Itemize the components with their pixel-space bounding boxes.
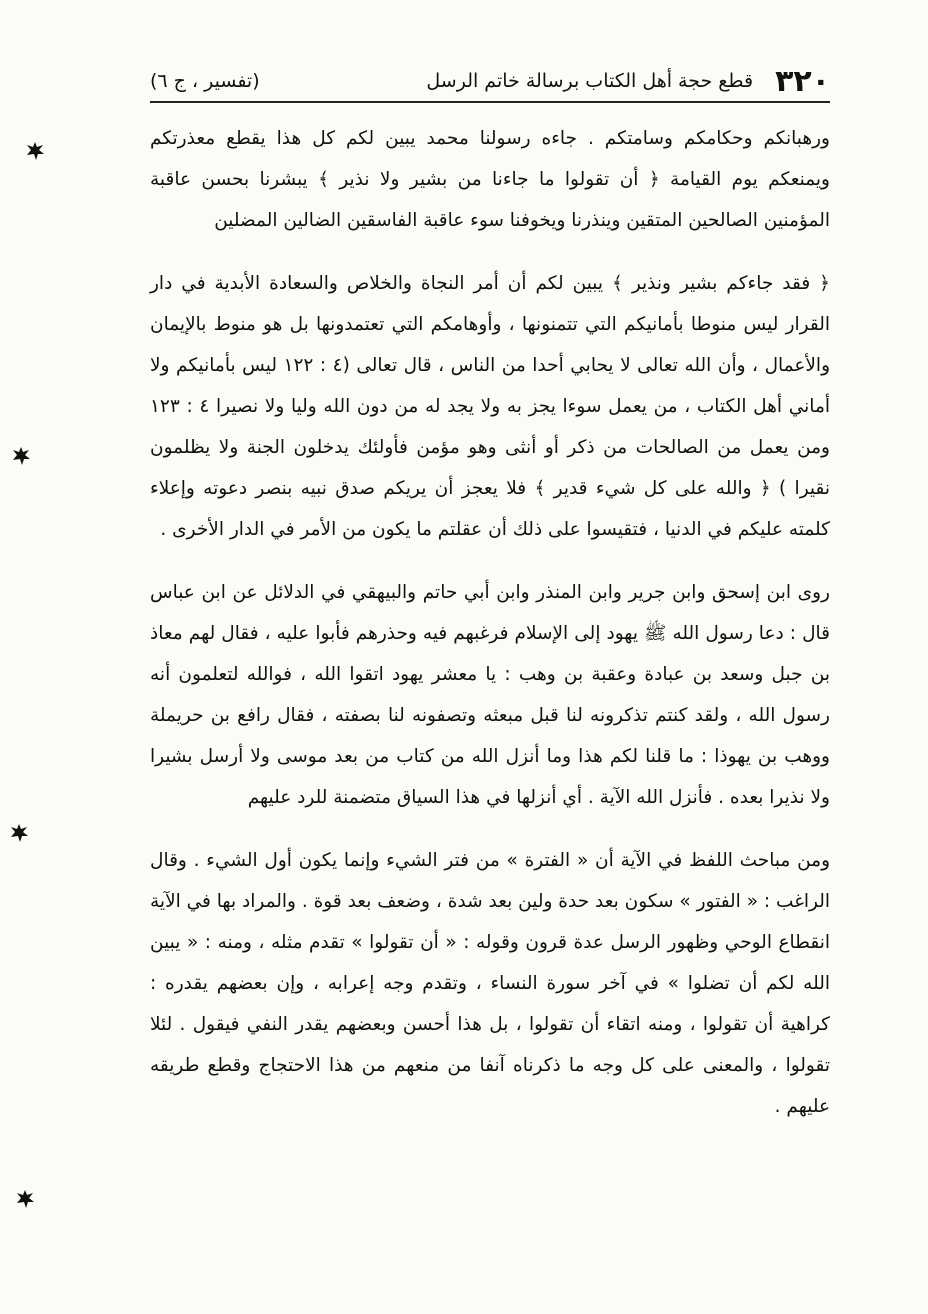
page-number: ٣٢٠: [775, 63, 830, 99]
main-text: [150, 118, 830, 1127]
ink-blot-icon: [24, 140, 46, 162]
paragraph: روى ابن إسحق وابن جرير وابن المنذر وابن أبي حاتم والبيهقي في الدلائل عن ابن عباس قال : دعا رسول الله ﷺ يهود إلى الإسلام فرغبهم فيه وحذرهم فأبوا عليه ، فقال لهم معاذ بن جبل وسعد بن عبادة وعقبة بن وهب : يا معشر يهود اتقوا الله ، فوالله لتعلمون أنه رسول الله ، ولقد كنتم تذكرونه لنا قبل مبعثه وتصفونه لنا بصفته ، فقال رافع بن حريملة ووهب بن يهوذا : ما قلنا لكم هذا وما أنزل الله من كتاب من بعد موسى ولا أرسل بشيرا ولا نذيرا بعده . فأنزل الله الآية . أي أنزلها في هذا السياق متضمنة للرد عليهم: [150, 582, 830, 808]
running-header: [150, 62, 830, 100]
ink-blot-icon: [14, 1188, 36, 1210]
ink-blot-icon: [8, 822, 30, 844]
paragraph: ورهبانكم وحكامكم وسامتكم . جاءه رسولنا محمد يبين لكم كل هذا يقطع معذرتكم ويمنعكم يوم القيامة ﴿ أن تقولوا ما جاءنا من بشير ولا نذير ﴾ يبشرنا بحسن عاقبة المؤمنين الصالحين المتقين وينذرنا ويخوفنا سوء عاقبة الفاسقين الضالين المضلين: [150, 128, 830, 231]
paragraph: ومن مباحث اللفظ في الآية أن « الفترة » من فتر الشيء وإنما يكون أول الشيء . وقال الراغب : « الفتور » سكون بعد حدة ولين بعد شدة ، وضعف بعد قوة . والمراد بها في الآية انقطاع الوحي وظهور الرسل عدة قرون وقوله : « أن تقولوا » تقدم مثله ، ومنه : « يبين الله لكم أن تضلوا » في آخر سورة النساء ، وتقدم وجه إعرابه ، وإن بعضهم يقدره : كراهية أن تقولوا ، ومنه اتقاء أن تقولوا ، بل هذا أحسن وبعضهم يقدر النفي فيقول . لئلا تقولوا ، والمعنى على كل وجه ما ذكرناه آنفا من منعهم من هذا الاحتجاج وقطع طريقه عليهم .: [150, 850, 830, 1117]
header-rule: [150, 101, 830, 103]
paragraph: ﴿ فقد جاءكم بشير ونذير ﴾ يبين لكم أن أمر النجاة والخلاص والسعادة الأبدية في دار القرار ليس منوطا بأمانيكم التي تتمنونها ، وأوهامكم التي تعتمدونها بل هو منوط بالإيمان والأعمال ، وأن الله تعالى لا يحابي أحدا من الناس ، قال تعالى (٤ : ١٢٢ ليس بأمانيكم ولا أماني أهل الكتاب ، من يعمل سوءا يجز به ولا يجد له من دون الله وليا ولا نصيرا ٤ : ١٢٣ ومن يعمل من الصالحات من ذكر أو أنثى وهو مؤمن فأولئك يدخلون الجنة ولا يظلمون نقيرا ) ﴿ والله على كل شيء قدير ﴾ فلا يعجز أن يريكم صدق نبيه بنصر دعوته وإعلاء كلمته عليكم في الدنيا ، فتقيسوا على ذلك أن عقلتم ما يكون من الأمر في الدار الأخرى .: [150, 273, 831, 540]
ink-blot-icon: [10, 445, 32, 467]
section-label: (تفسير ، ج ٦): [150, 70, 260, 92]
running-title: قطع حجة أهل الكتاب برسالة خاتم الرسل: [426, 70, 754, 92]
